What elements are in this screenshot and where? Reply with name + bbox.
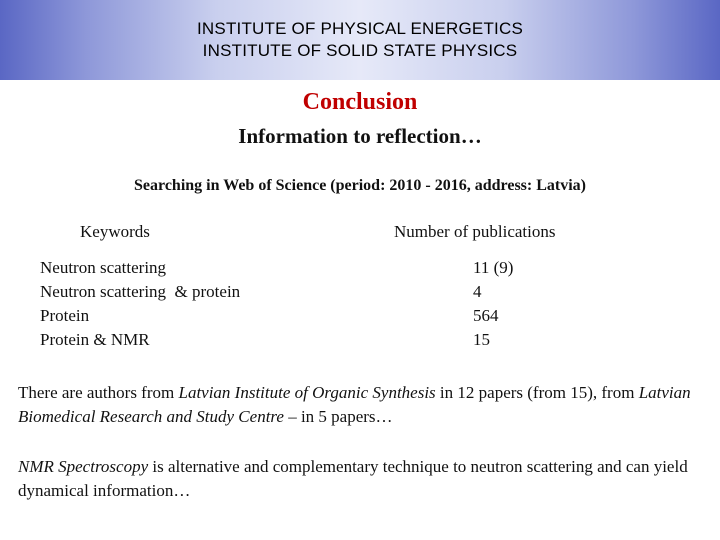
institute-name: Latvian Institute of Organic Synthesis	[178, 383, 436, 402]
paragraph-text: There are authors from	[18, 383, 179, 402]
search-description: Searching in Web of Science (period: 2010 - 2016, address: Latvia)	[134, 177, 586, 194]
count-cell: 564	[473, 306, 499, 325]
count-cell: 4	[473, 282, 482, 301]
slide-subtitle: Information to reflection…	[238, 124, 482, 148]
count-cell: 15	[473, 330, 490, 349]
keyword-cell: Neutron scattering	[40, 258, 167, 277]
technique-name: NMR Spectroscopy	[18, 457, 149, 476]
keyword-cell: Neutron scattering & protein	[40, 282, 241, 301]
keyword-cell: Protein	[40, 306, 90, 325]
count-cell: 11 (9)	[473, 258, 514, 277]
slide-header	[0, 0, 720, 80]
slide-title: Conclusion	[302, 89, 418, 115]
nmr-paragraph	[18, 455, 708, 503]
keywords-header: Keywords	[80, 222, 150, 241]
keywords-list	[40, 256, 240, 352]
institute-name: Latvian Biomedical Research and Study Centre	[18, 383, 691, 426]
paragraph-text: – in 5 papers…	[283, 407, 393, 426]
keyword-cell: Protein & NMR	[40, 330, 150, 349]
paragraph-text: is alternative and complementary technique to neutron scattering and can yield dynamical information…	[18, 457, 688, 500]
publication-count-list	[473, 256, 513, 352]
header-line-1: INSTITUTE OF PHYSICAL ENERGETICS	[197, 19, 523, 38]
authors-paragraph	[18, 381, 708, 429]
header-line-2: INSTITUTE OF SOLID STATE PHYSICS	[202, 41, 518, 60]
paragraph-text: in 12 papers (from 15), from	[435, 383, 639, 402]
publications-header: Number of publications	[394, 222, 556, 241]
